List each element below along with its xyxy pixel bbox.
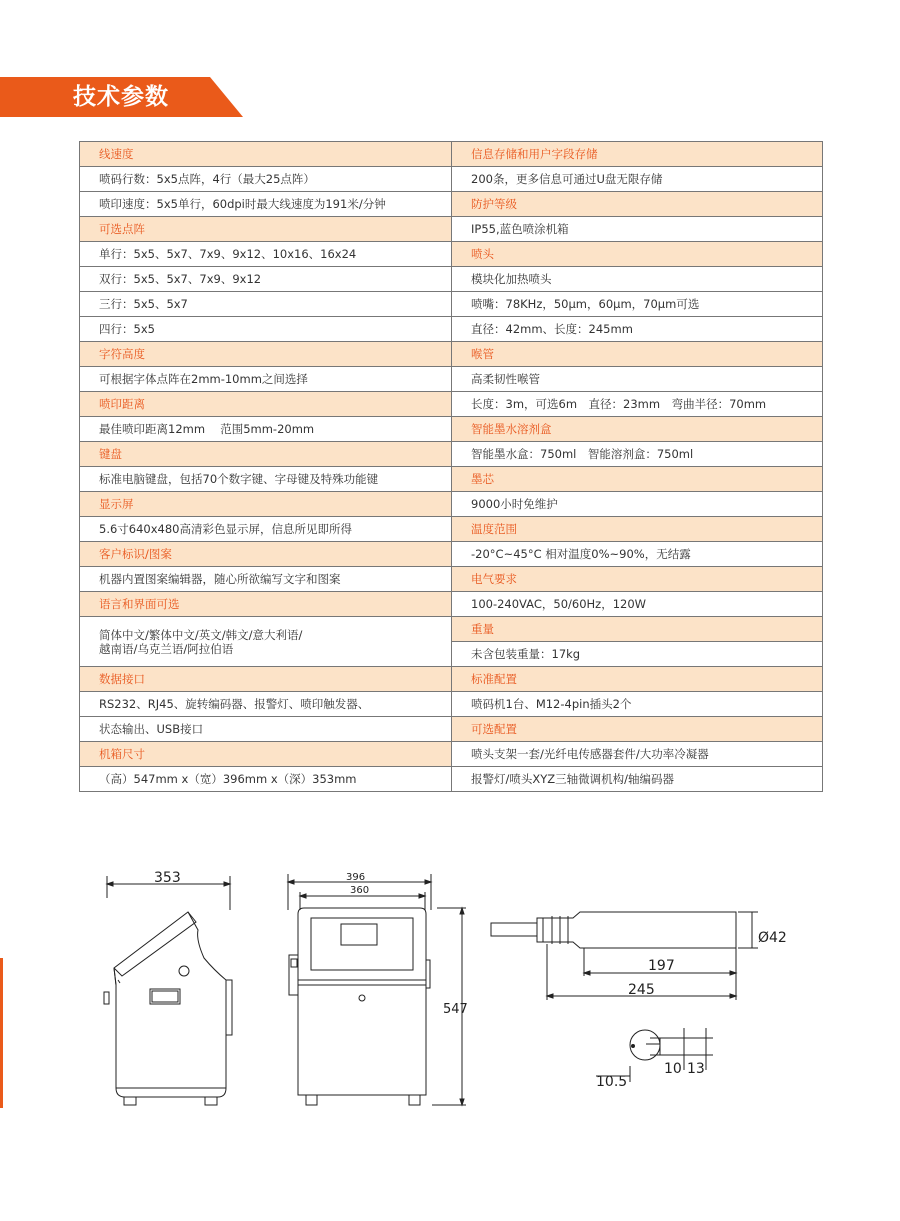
section-header-cell: 线速度: [80, 142, 452, 167]
section-header-cell: 重量: [452, 617, 823, 642]
spec-value-cell: 长度：3m，可选6m 直径：23mm 弯曲半径：70mm: [452, 392, 823, 417]
dim-nozzle-diameter: Ø42: [758, 930, 787, 946]
spec-value-cell: 单行：5x5、5x7、7x9、9x12、10x16、16x24: [80, 242, 452, 267]
spec-value-cell: RS232、RJ45、旋转编码器、报警灯、喷印触发器、: [80, 692, 452, 717]
table-row: [80, 317, 823, 342]
table-row: [80, 767, 823, 792]
section-header-cell: 智能墨水溶剂盒: [452, 417, 823, 442]
section-header-cell: 电气要求: [452, 567, 823, 592]
table-row: [80, 192, 823, 217]
table-row: [80, 717, 823, 742]
spec-value-cell: 最佳喷印距离12mm 范围5mm-20mm: [80, 417, 452, 442]
spec-value-cell: 未含包装重量：17kg: [452, 642, 823, 667]
section-header-cell: 显示屏: [80, 492, 452, 517]
dim-side-depth: 353: [154, 870, 181, 886]
print-head-drawing: [491, 912, 758, 1082]
languages-line-1: 简体中文/繁体中文/英文/韩文/意大利语/: [99, 627, 303, 642]
dim-front-inner-width: 360: [350, 885, 370, 896]
dim-height: 547: [443, 1002, 468, 1017]
technical-drawings: [0, 840, 900, 1120]
dim-nozzle-total-length: 245: [628, 982, 655, 998]
spec-value-cell: IP55,蓝色喷涂机箱: [452, 217, 823, 242]
spec-value-cell-languages: [80, 617, 452, 667]
table-row: [80, 542, 823, 567]
table-row: [80, 142, 823, 167]
spec-value-cell: （高）547mm x（宽）396mm x（深）353mm: [80, 767, 452, 792]
side-view-drawing: [104, 876, 232, 1105]
section-header-cell: 墨芯: [452, 467, 823, 492]
spec-value-cell: 喷嘴：78KHz，50μm，60μm，70μm可选: [452, 292, 823, 317]
front-view-drawing: [288, 874, 466, 1105]
table-row: [80, 492, 823, 517]
table-row: [80, 592, 823, 617]
spec-value-cell: 智能墨水盒：750ml 智能溶剂盒：750ml: [452, 442, 823, 467]
dim-front-outer-width: 396: [346, 872, 366, 883]
spec-value-cell: 双行：5x5、5x7、7x9、9x12: [80, 267, 452, 292]
page-title: 技术参数: [73, 84, 169, 110]
section-header-cell: 机箱尺寸: [80, 742, 452, 767]
spec-value-cell: 高柔韧性喉管: [452, 367, 823, 392]
table-row: [80, 692, 823, 717]
section-header-cell: 喉管: [452, 342, 823, 367]
table-row: [80, 742, 823, 767]
spec-value-cell: 三行：5x5、5x7: [80, 292, 452, 317]
table-row: [80, 342, 823, 367]
spec-value-cell: -20°C~45°C 相对温度0%~90%，无结露: [452, 542, 823, 567]
section-header-cell: 防护等级: [452, 192, 823, 217]
section-header-cell: 信息存储和用户字段存储: [452, 142, 823, 167]
table-row: [80, 467, 823, 492]
spec-value-cell: 标准电脑键盘，包括70个数字键、字母键及特殊功能键: [80, 467, 452, 492]
table-row: [80, 667, 823, 692]
spec-value-cell: 9000小时免维护: [452, 492, 823, 517]
spec-value-cell: 机器内置图案编辑器，随心所欲编写文字和图案: [80, 567, 452, 592]
table-row: [80, 217, 823, 242]
spec-value-cell: 200条，更多信息可通过U盘无限存储: [452, 167, 823, 192]
spec-table-body: [80, 142, 823, 792]
spec-value-cell: 报警灯/喷头XYZ三轴微调机构/轴编码器: [452, 767, 823, 792]
dim-tip-offset: 10.5: [596, 1074, 628, 1090]
spec-table: [79, 141, 823, 792]
spec-value-cell: 喷头支架一套/光纤电传感器套件/大功率冷凝器: [452, 742, 823, 767]
section-header-cell: 温度范围: [452, 517, 823, 542]
spec-value-cell: 模块化加热喷头: [452, 267, 823, 292]
languages-line-2: 越南语/乌克兰语/阿拉伯语: [99, 641, 234, 656]
spec-value-cell: 状态输出、USB接口: [80, 717, 452, 742]
section-header-cell: 喷头: [452, 242, 823, 267]
spec-value-cell: 喷码行数：5x5点阵，4行（最大25点阵）: [80, 167, 452, 192]
spec-value-cell: 喷码机1台、M12-4pin插头2个: [452, 692, 823, 717]
section-header-cell: 语言和界面可选: [80, 592, 452, 617]
section-header-cell: 可选点阵: [80, 217, 452, 242]
section-header-cell: 数据接口: [80, 667, 452, 692]
spec-value-cell: 喷印速度：5x5单行，60dpi时最大线速度为191米/分钟: [80, 192, 452, 217]
table-row: [80, 267, 823, 292]
table-row: [80, 442, 823, 467]
section-header-cell: 标准配置: [452, 667, 823, 692]
table-row: [80, 517, 823, 542]
dim-nozzle-body-length: 197: [648, 958, 675, 974]
table-row: [80, 392, 823, 417]
table-row: [80, 617, 823, 642]
section-header-cell: 客户标识/图案: [80, 542, 452, 567]
dim-tip-a: 10: [664, 1061, 682, 1077]
spec-value-cell: 100-240VAC，50/60Hz，120W: [452, 592, 823, 617]
table-row: [80, 367, 823, 392]
section-header-cell: 键盘: [80, 442, 452, 467]
spec-value-cell: 四行：5x5: [80, 317, 452, 342]
table-row: [80, 242, 823, 267]
table-row: [80, 417, 823, 442]
section-header-cell: 喷印距离: [80, 392, 452, 417]
spec-value-cell: 可根据字体点阵在2mm-10mm之间选择: [80, 367, 452, 392]
spec-value-cell: 5.6寸640x480高清彩色显示屏，信息所见即所得: [80, 517, 452, 542]
table-row: [80, 167, 823, 192]
section-header-cell: 字符高度: [80, 342, 452, 367]
spec-value-cell: 直径：42mm、长度：245mm: [452, 317, 823, 342]
dim-tip-b: 13: [687, 1061, 705, 1077]
table-row: [80, 292, 823, 317]
table-row: [80, 567, 823, 592]
section-header-cell: 可选配置: [452, 717, 823, 742]
